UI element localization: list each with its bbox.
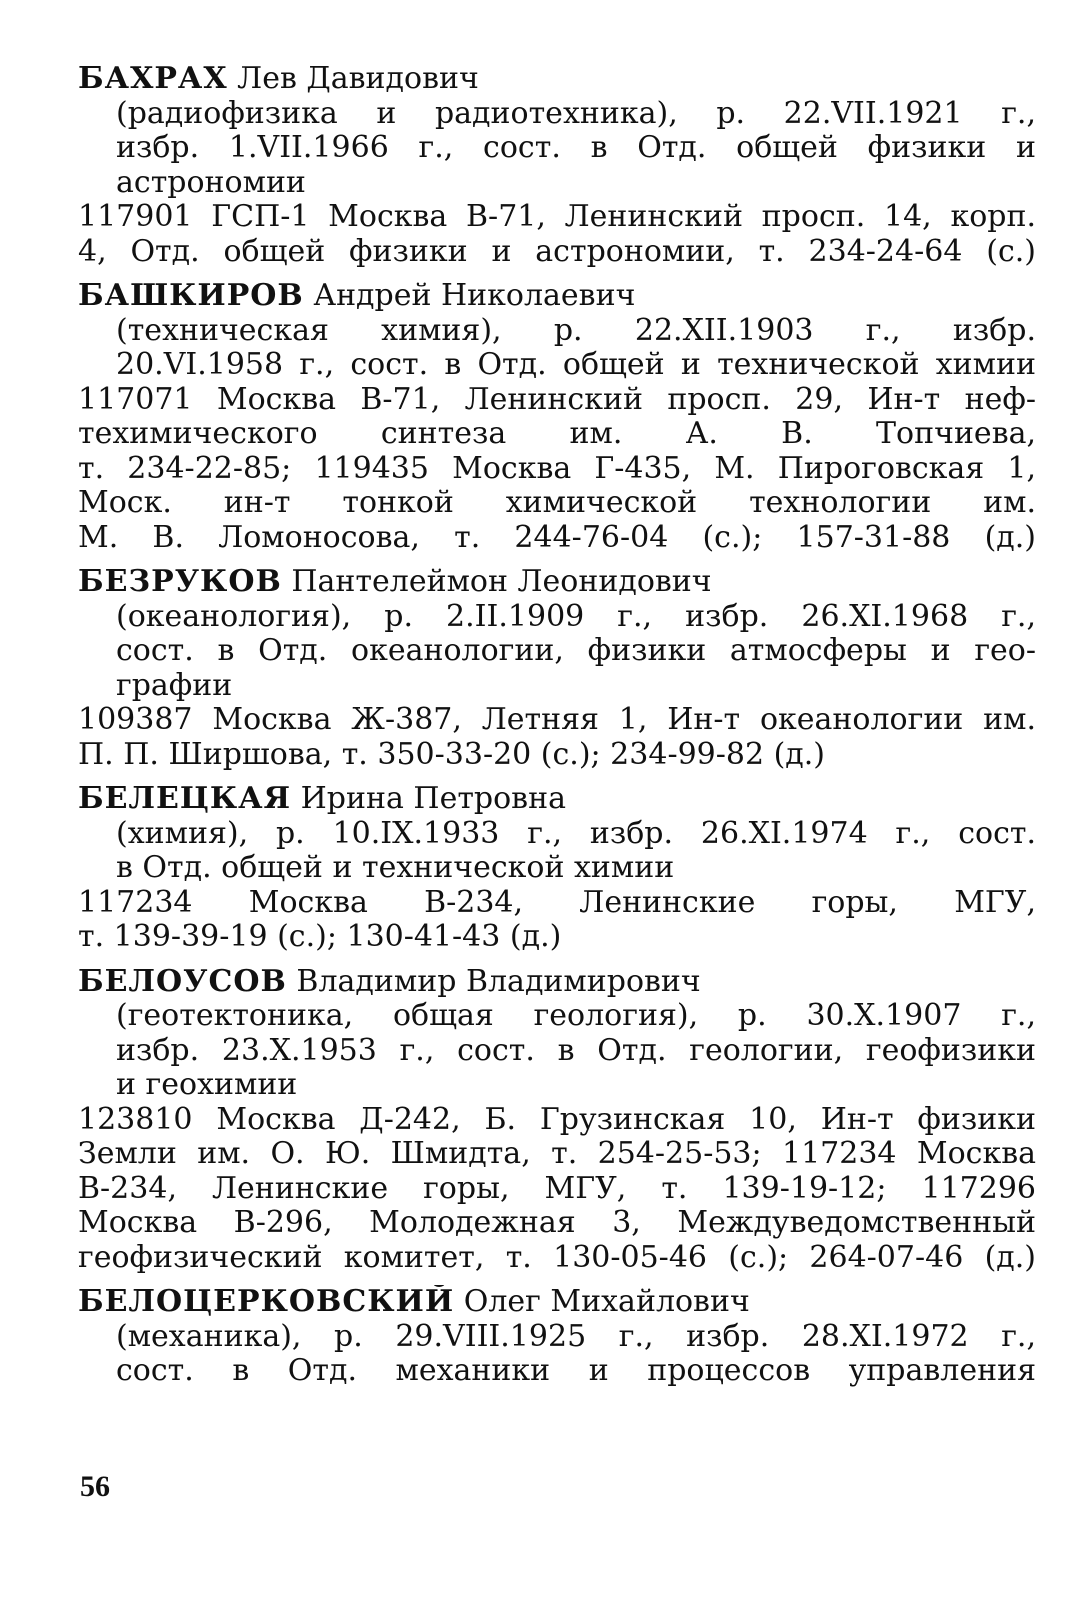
- entry-bezrukov: [78, 565, 1036, 772]
- entry-address-line: техимического синтеза им. А. В. Топчиева,: [78, 417, 1036, 451]
- entry-beletskaya: [78, 782, 1036, 955]
- entry-heading: [78, 62, 1036, 97]
- entry-details-line: (механика), р. 29.VIII.1925 г., избр. 28.XI.1972 г.,: [116, 1319, 1036, 1354]
- entry-address-line: т. 234-22-85; 119435 Москва Г-435, М. Пироговская 1,: [78, 451, 1036, 486]
- entry-heading: [78, 279, 1036, 314]
- entry-details-line: сост. в Отд. механики и процессов управления: [116, 1354, 1036, 1388]
- entry-address-line: 117234 Москва В-234, Ленинские горы, МГУ,: [78, 885, 1036, 920]
- entry-address-line: П. П. Ширшова, т. 350-33-20 (с.); 234-99-82 (д.): [78, 737, 826, 772]
- directory-page: [78, 62, 1036, 1399]
- entry-details-line: в Отд. общей и технической химии: [116, 851, 675, 885]
- entry-details-line: и геохимии: [116, 1068, 298, 1102]
- entry-details-line: (геотектоника, общая геология), р. 30.X.1907 г.,: [116, 999, 1036, 1033]
- entry-surname: БЕЛОУСОВ: [78, 964, 287, 999]
- entry-address-line: 117901 ГСП-1 Москва В-71, Ленинский просп. 14, корп.: [78, 200, 1036, 234]
- entry-details-line: (океанология), р. 2.II.1909 г., избр. 26.XI.1968 г.,: [116, 599, 1036, 634]
- entry-surname: БЕЛЕЦКАЯ: [78, 782, 292, 816]
- entry-given-name: Лев Давидович: [237, 62, 479, 96]
- page-number: 56: [80, 1470, 110, 1503]
- entry-address-line: 123810 Москва Д-242, Б. Грузинская 10, Ин-т физики: [78, 1102, 1036, 1137]
- entry-details-line: избр. 23.X.1953 г., сост. в Отд. геологии, геофизики: [116, 1033, 1036, 1068]
- entry-surname: БАШКИРОВ: [78, 279, 304, 313]
- entry-details-line: (химия), р. 10.IX.1933 г., избр. 26.XI.1974 г., сост.: [116, 816, 1036, 851]
- entry-given-name: Ирина Петровна: [300, 782, 566, 816]
- entry-heading: [78, 565, 1036, 600]
- entry-address-line: 4, Отд. общей физики и астрономии, т. 234-24-64 (с.): [78, 234, 1036, 269]
- entry-given-name: Андрей Николаевич: [313, 279, 636, 313]
- entry-given-name: Олег Михайлович: [463, 1285, 750, 1319]
- entry-details-line: избр. 1.VII.1966 г., сост. в Отд. общей физики и: [116, 131, 1036, 165]
- entry-details-line: сост. в Отд. океанологии, физики атмосферы и гео-: [116, 634, 1036, 668]
- entry-details-line: 20.VI.1958 г., сост. в Отд. общей и технической химии: [116, 348, 1036, 382]
- entry-address-line: геофизический комитет, т. 130-05-46 (с.); 264-07-46 (д.): [78, 1240, 1036, 1275]
- entry-address-line: Москва В-296, Молодежная 3, Междуведомственный: [78, 1206, 1036, 1240]
- entry-bashkirov: [78, 279, 1036, 555]
- entry-heading: [78, 782, 1036, 817]
- entry-bakhrakh: [78, 62, 1036, 269]
- entry-given-name: Владимир Владимирович: [296, 964, 701, 999]
- entry-details-line: (техническая химия), р. 22.XII.1903 г., избр.: [116, 313, 1036, 348]
- entry-heading: [78, 965, 1036, 1000]
- entry-belotserkovsky: [78, 1285, 1036, 1389]
- entry-address-line: В-234, Ленинские горы, МГУ, т. 139-19-12; 117296: [78, 1171, 1036, 1206]
- entry-address-line: М. В. Ломоносова, т. 244-76-04 (с.); 157-31-88 (д.): [78, 520, 1036, 555]
- entry-details-line: астрономии: [116, 165, 306, 200]
- entry-address-line: Моск. ин-т тонкой химической технологии им.: [78, 486, 1036, 520]
- entry-surname: БЕЗРУКОВ: [78, 565, 282, 599]
- entry-address-line: 117071 Москва В-71, Ленинский просп. 29, Ин-т неф-: [78, 382, 1036, 417]
- entry-heading: [78, 1285, 1036, 1320]
- entry-address-line: Земли им. О. Ю. Шмидта, т. 254-25-53; 117234 Москва: [78, 1137, 1036, 1171]
- entry-surname: БЕЛОЦЕРКОВСКИЙ: [78, 1285, 455, 1319]
- entry-given-name: Пантелеймон Леонидович: [291, 565, 712, 599]
- entry-surname: БАХРАХ: [78, 62, 228, 96]
- entry-details-line: (радиофизика и радиотехника), р. 22.VII.1921 г.,: [116, 96, 1036, 131]
- entry-belousov: [78, 965, 1036, 1276]
- entry-details-line: графии: [116, 668, 233, 703]
- entry-address-line: т. 139-39-19 (с.); 130-41-43 (д.): [78, 920, 562, 954]
- entry-address-line: 109387 Москва Ж-387, Летняя 1, Ин-т океанологии им.: [78, 703, 1036, 737]
